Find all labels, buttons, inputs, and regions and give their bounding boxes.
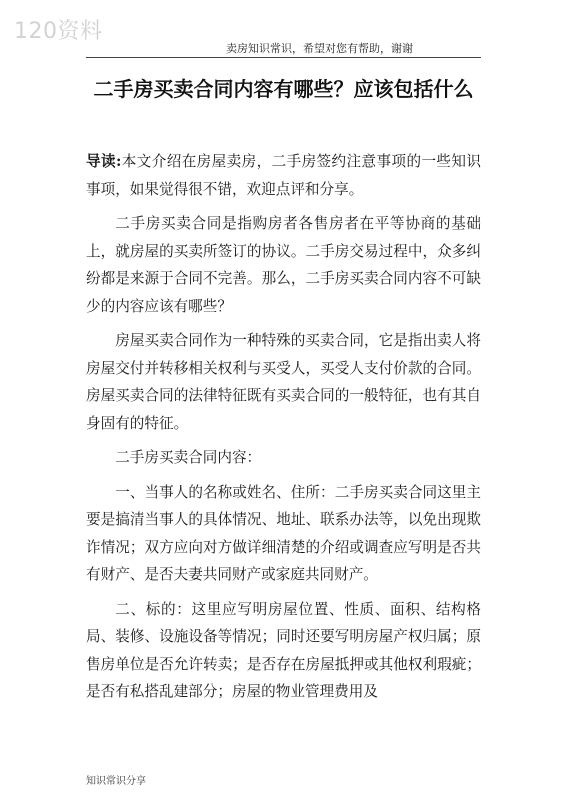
watermark-logo: 120资料 [14,19,103,44]
body-paragraph: 二、标的：这里应写明房屋位置、性质、面积、结构格局、装修、设施设备等情况；同时还要写明房屋产权归属；原售房单位是否允许转卖；是否存在房屋抵押或其他权利瑕疵；是否有私搭乱建部分；房屋的物业管理费用及 [86,600,481,700]
document-body [86,148,481,713]
lead-label: 导读: [86,153,122,170]
body-paragraph: 二手房买卖合同是指购房者各售房者在平等协商的基础上，就房屋的买卖所签订的协议。二手房交易过程中，众多纠纷都是来源于合同不完善。那么，二手房买卖合同内容不可缺少的内容应该有哪些？ [86,215,481,315]
lead-paragraph [86,148,481,203]
body-paragraph: 一、当事人的名称或姓名、住所：二手房买卖合同这里主要是搞清当事人的具体情况、地址、联系办法等，以免出现欺诈情况；双方应向对方做详细清楚的介绍或调查应写明是否共有财产、是否夫妻共同财产或家庭共同财产。 [86,483,481,583]
document-title: 二手房买卖合同内容有哪些？应该包括什么 [93,77,474,101]
header-divider [86,57,481,58]
body-paragraph: 房屋买卖合同作为一种特殊的买卖合同，它是指出卖人将房屋交付并转移相关权利与买受人，买受人支付价款的合同。房屋买卖合同的法律特征既有买卖合同的一般特征，也有其自身固有的特征。 [86,332,481,432]
header-note: 卖房知识常识，希望对您有帮助，谢谢 [226,42,413,55]
footer-text: 知识常识分享 [86,776,146,787]
lead-text: 本文介绍在房屋卖房，二手房签约注意事项的一些知识事项，如果觉得很不错，欢迎点评和分享。 [86,153,481,198]
body-paragraph: 二手房买卖合同内容： [115,449,262,466]
